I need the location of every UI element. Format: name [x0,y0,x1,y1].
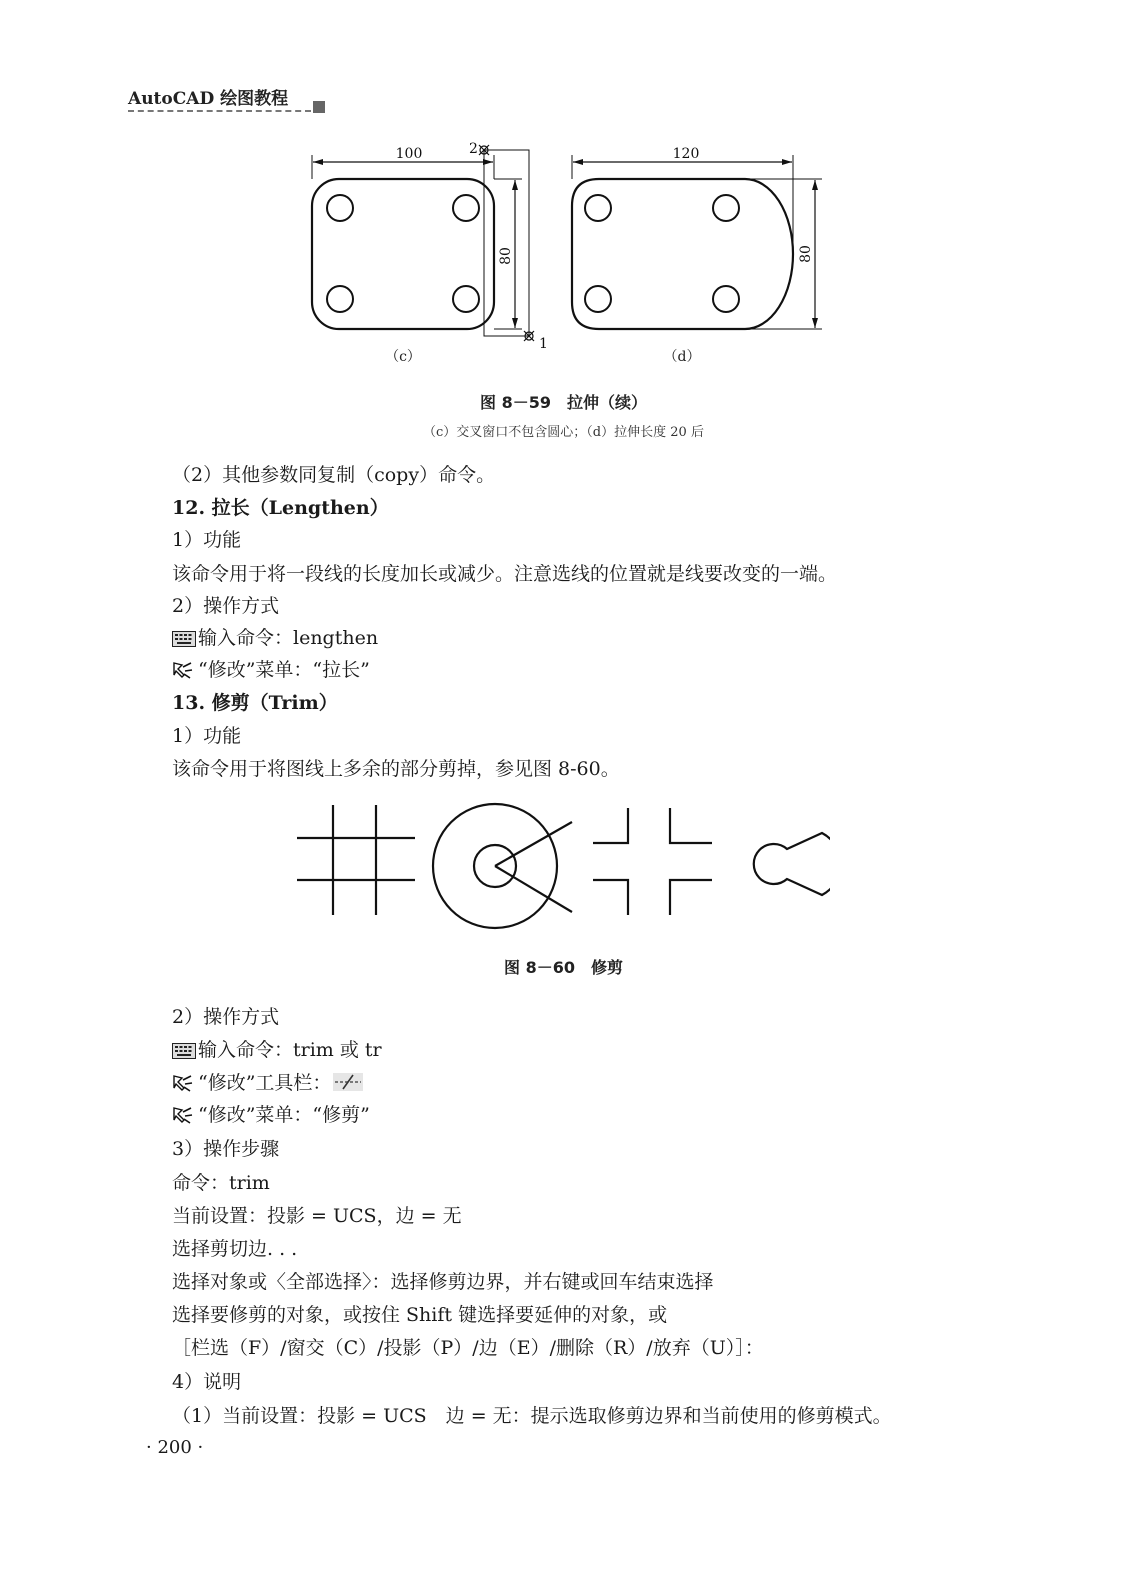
figure-d-drawing [572,155,822,329]
trim-example-cross [593,808,712,915]
keyboard-icon [172,1043,196,1059]
lengthen-menu-text: “修改”菜单：“拉长” [198,659,370,681]
trim-step-options: ［栏选（F）/窗交（C）/投影（P）/边（E）/删除（R）/放弃（U）］： [172,1337,764,1359]
pick-point-2-mark [479,145,489,155]
trim-menu-text: “修改”菜单：“修剪” [198,1104,370,1126]
lengthen-description: 该命令用于将一段线的长度加长或减少。注意选线的位置就是线要改变的一端。 [172,563,838,585]
lengthen-command-text: 输入命令：lengthen [198,627,379,649]
figure-c-label: （c） [385,349,421,365]
trim-note-1: （1）当前设置：投影 = UCS 边 = 无：提示选取修剪边界和当前使用的修剪模式。 [172,1405,892,1427]
pick-point-1-mark [524,331,534,341]
point-2-label: 2 [469,141,478,157]
trim-step-command: 命令：trim [172,1172,270,1194]
hole-c-top-right [453,195,479,221]
trim-toolbar-line [172,1069,363,1097]
hole-c-top-left [327,195,353,221]
section-13-heading: 13. 修剪（Trim） [172,692,338,714]
hole-d-bottom-right [713,286,739,312]
mouse-pointer-icon [172,1074,194,1092]
trim-example-circles [433,804,572,928]
trim-step-select-edges: 选择剪切边. . . [172,1238,298,1260]
header-dashed-rule [128,110,311,112]
trim-notes-heading: 4）说明 [172,1371,242,1393]
paragraph-copy-note: （2）其他参数同复制（copy）命令。 [172,464,496,486]
figure-8-59-caption: 图 8－59 拉伸（续） [480,393,647,412]
page-number: · 200 · [146,1437,204,1458]
trim-tool-icon [333,1073,363,1091]
figure-c-drawing [312,145,534,341]
plate-d-outline [572,179,793,329]
figure-d-label: （d） [663,349,701,365]
figure-8-59-subcaption: （c）交叉窗口不包含圆心；（d）拉伸长度 20 后 [423,425,704,440]
trim-example-grid [297,805,415,915]
trim-command-text: 输入命令：trim 或 tr [198,1039,382,1061]
trim-step-select-objects: 选择对象或〈全部选择〉：选择修剪边界，并右键或回车结束选择 [172,1271,714,1293]
dim-c-top-text: 100 [395,146,423,162]
trim-step-select-trim: 选择要修剪的对象，或按住 Shift 键选择要延伸的对象，或 [172,1304,668,1326]
mouse-pointer-icon [172,661,194,679]
lengthen-command-line [172,624,378,652]
dim-d-side-text: 80 [798,245,814,263]
trim-example-keyhole [754,833,830,895]
hole-d-top-right [713,195,739,221]
section-12-heading: 12. 拉长（Lengthen） [172,497,389,519]
lengthen-operation-heading: 2）操作方式 [172,595,280,617]
trim-command-line [172,1036,382,1064]
running-header-title: AutoCAD 绘图教程 [128,89,289,109]
hole-c-bottom-right [453,286,479,312]
point-1-label: 1 [539,336,548,352]
figure-8-60 [295,802,830,932]
dim-d-top-text: 120 [672,146,700,162]
plate-c-outline [312,179,494,329]
trim-description: 该命令用于将图线上多余的部分剪掉，参见图 8-60。 [172,758,620,780]
keyboard-icon [172,631,196,647]
trim-menu-line [172,1101,370,1129]
hole-d-top-left [585,195,611,221]
header-square-mark [313,101,325,113]
lengthen-function-heading: 1）功能 [172,529,242,551]
trim-steps-heading: 3）操作步骤 [172,1138,280,1160]
lengthen-menu-line [172,656,370,684]
hole-c-bottom-left [327,286,353,312]
trim-operation-heading: 2）操作方式 [172,1006,280,1028]
trim-toolbar-text: “修改”工具栏： [198,1072,332,1094]
mouse-pointer-icon [172,1106,194,1124]
figure-8-60-caption: 图 8－60 修剪 [504,958,623,977]
hole-d-bottom-left [585,286,611,312]
dim-c-side-text: 80 [498,247,514,265]
trim-step-settings: 当前设置：投影 = UCS，边 = 无 [172,1205,462,1227]
figure-8-59 [300,135,840,370]
crossing-window [484,150,529,336]
trim-function-heading: 1）功能 [172,725,242,747]
